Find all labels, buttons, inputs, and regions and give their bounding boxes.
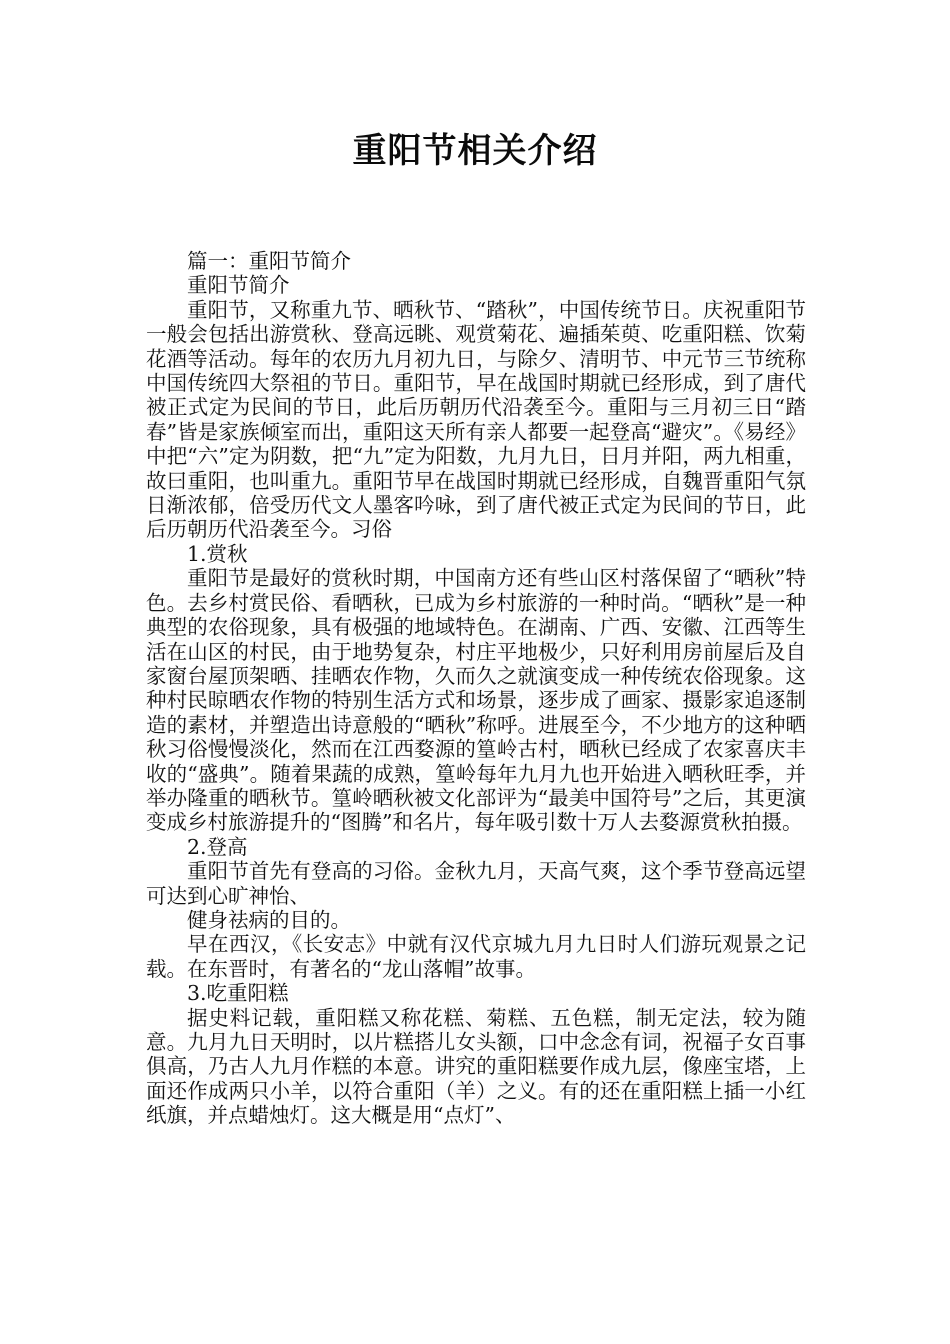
- custom-heading-chongyang-cake: 3.吃重阳糕: [187, 981, 289, 1006]
- paragraph-climbing-history: 早在西汉，《长安志》中就有汉代京城九月九日时人们游玩观景之记载。在东晋时，有著名的“龙山落帽”故事。: [146, 932, 806, 981]
- section-heading: 篇一：重阳节简介: [187, 249, 351, 273]
- custom-heading-climbing: 2.登高: [187, 834, 248, 859]
- paragraph-introduction: 重阳节，又称重九节、晒秋节、“踏秋”，中国传统节日。庆祝重阳节一般会包括出游赏秋、登高远眺、观赏菊花、遍插茱萸、吃重阳糕、饮菊花酒等活动。每年的农历九月初九日，与除夕、清明节、中元节三节统称中国传统四大祭祖的节日。重阳节，早在战国时期就已经形成，到了唐代被正式定为民间的节日，此后历朝历代沿袭至今。重阳与三月初三日“踏春”皆是家族倾室而出，重阳这天所有亲人都要一起登高“避灾”。《易经》中把“六”定为阴数，把“九”定为阳数，九月九日，日月并阳，两九相重，故曰重阳，也叫重九。重阳节早在战国时期就已经形成，自魏晋重阳气氛日渐浓郁，倍受历代文人墨客吟咏，到了唐代被正式定为民间的节日，此后历朝历代沿袭至今。习俗: [146, 297, 806, 542]
- custom-heading-autumn-viewing: 1.赏秋: [187, 541, 248, 566]
- document-title: 重阳节相关介绍: [352, 131, 598, 171]
- paragraph-chongyang-cake: 据史料记载，重阳糕又称花糕、菊糕、五色糕，制无定法，较为随意。九月九日天明时，以片糕搭儿女头额，口中念念有词，祝福子女百事俱高，乃古人九月作糕的本意。讲究的重阳糕要作成九层，像座宝塔，上面还作成两只小羊，以符合重阳（羊）之义。有的还在重阳糕上插一小红纸旗，并点蜡烛灯。这大概是用“点灯”、: [146, 1005, 806, 1128]
- paragraph-climbing-continued: 健身祛病的目的。: [187, 907, 351, 932]
- paragraph-autumn-viewing: 重阳节是最好的赏秋时期，中国南方还有些山区村落保留了“晒秋”特色。去乡村赏民俗、看晒秋，已成为乡村旅游的一种时尚。“晒秋”是一种典型的农俗现象，具有极强的地域特色。在湖南、广西、安徽、江西等生活在山区的村民，由于地势复杂，村庄平地极少，只好利用房前屋后及自家窗台屋顶架晒、挂晒农作物，久而久之就演变成一种传统农俗现象。这种村民晾晒农作物的特别生活方式和场景，逐步成了画家、摄影家追逐制造的素材，并塑造出诗意般的“晒秋”称呼。进展至今，不少地方的这种晒秋习俗慢慢淡化，然而在江西婺源的篁岭古村，晒秋已经成了农家喜庆丰收的“盛典”。随着果蔬的成熟，篁岭每年九月九也开始进入晒秋旺季，并举办隆重的晒秋节。篁岭晒秋被文化部评为“最美中国符号”之后，其更演变成乡村旅游提升的“图腾”和名片，每年吸引数十万人去婺源赏秋拍摄。: [146, 566, 806, 835]
- subsection-heading: 重阳节简介: [187, 273, 290, 298]
- document-body: [146, 249, 806, 1128]
- paragraph-climbing: 重阳节首先有登高的习俗。金秋九月，天高气爽，这个季节登高远望可达到心旷神怡、: [146, 859, 806, 908]
